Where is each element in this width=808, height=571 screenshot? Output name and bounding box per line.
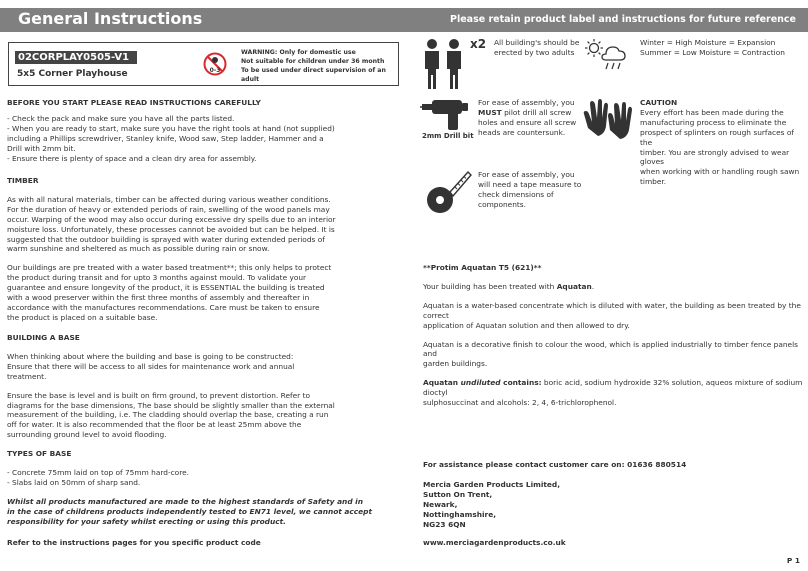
caution-heading: CAUTION — [640, 98, 678, 107]
drill-bit-label: 2mm Drill bit — [422, 132, 474, 140]
protim-heading: **Protim Aquatan T5 (621)** — [423, 263, 542, 272]
header-note: Please retain product label and instructions for future reference — [450, 14, 796, 25]
types-heading: TYPES OF BASE — [7, 449, 72, 458]
types-section: TYPES OF BASE - Concrete 75mm laid on top of 75mm hard-core. - Slabs laid on 50mm of sharp sand. — [7, 449, 405, 488]
drill-instructions: For ease of assembly, you MUST pilot drill all screw holes and ensure all screw heads are countersunk. — [478, 98, 577, 137]
before-section: BEFORE YOU START PLEASE READ INSTRUCTIONS CAREFULLY - Check the pack and make sure you have all the parts listed. - When you are ready to start, make sure you have the right tools at hand (not supplied) including a Phillips screwdriver, Stanley knife, Wood saw, Step ladder, Hammer and a Drill with 2mm bit. - Ensure there is plenty of space and a clean dry area for assembly. — [7, 98, 405, 163]
page-title: General Instructions — [18, 9, 203, 28]
tape-measure-icon — [420, 168, 472, 216]
caution-block: CAUTION Every effort has been made during the manufacturing process to eliminate the prospect of splinters on rough surfaces of the timber. You are strongly advised to wear gloves when working with or handling rough sawn timber. — [640, 98, 805, 187]
tape-instructions: For ease of assembly, you will need a tape measure to check dimensions of components. — [478, 170, 582, 209]
product-code: 02CORPLAY0505-V1 — [15, 51, 137, 64]
people-count: x2 — [470, 37, 487, 51]
age-warning-icon — [203, 52, 227, 76]
page-number: P 1 — [786, 556, 800, 565]
base-heading: BUILDING A BASE — [7, 333, 80, 342]
customer-care: For assistance please contact customer care on: 01636 880514 — [423, 460, 687, 469]
product-name: 5x5 Corner Playhouse — [17, 69, 128, 79]
product-label-box — [8, 42, 399, 86]
protim-section: **Protim Aquatan T5 (621)** Your building has been treated with Aquatan. Aquatan is a water-based concentrate which is diluted with water, the building as been treated by the correct application of Aquatan solution and then allowed to dry. Aquatan is a decorative finish to colour the wood, which is applied industrially to timber fence panels and garden buildings. Aquatan undiluted contains: boric acid, sodium hydroxide 32% solution, aqueos mixture of sodium dioctyl sulphosuccinat and alcohols: 2, 4, 6-trichlorophenol. — [423, 263, 803, 408]
refer-note: Refer to the instructions pages for you specific product code — [7, 538, 261, 547]
safety-disclaimer: Whilst all products manufactured are made to the highest standards of Safety and in in the case of childrens products independently tested to EN71 level, we cannot accept responsibility for your safety whilst erecting or using this product. — [7, 497, 372, 526]
two-people-icon — [420, 38, 468, 90]
website-link[interactable]: www.merciagardenproducts.co.uk — [423, 538, 566, 547]
drill-icon — [420, 98, 472, 132]
weather-icon — [584, 38, 634, 72]
product-warning: WARNING: Only for domestic use Not suitable for children under 36 month To be used under direct supervision of an adult — [241, 49, 386, 83]
age-warning-text: 0-3 — [209, 67, 221, 74]
timber-section: TIMBER As with all natural materials, timber can be affected during various weather conditions. For the duration of heavy or extended periods of rain, swelling of the wood panels may occur. Warping of the wood may also occur during excessive dry spells due to an interior moisture loss. Unfortunately, these processes cannot be avoided but can be helped. It is suggested that the outdoor building is sprayed with water during extended periods of warm sunshine and sheltered as much as possible during rain or snow. Our buildings are pre treated with a water based treatment**; this only helps to protect the product during transit and for upto 3 months against mould. To validate your guarantee and ensure longevity of the product, it is ESSENTIAL the building is treated with a wood preserver within the first three months of assembly and thereafter in accordance with the manufactures recommendations. Care must be taken to ensure the product is placed on a suitable base. — [7, 176, 405, 323]
weather-text: Winter = High Moisture = Expansion Summer = Low Moisture = Contraction — [640, 38, 785, 57]
before-heading: BEFORE YOU START PLEASE READ INSTRUCTIONS CAREFULLY — [7, 98, 261, 107]
gloves-icon — [582, 98, 634, 142]
timber-heading: TIMBER — [7, 176, 39, 185]
two-adults-text: All building's should be erected by two adults — [494, 38, 580, 57]
company-address: Mercia Garden Products Limited, Sutton On Trent, Newark, Nottinghamshire, NG23 6QN — [423, 480, 561, 529]
header-bar — [0, 8, 808, 32]
base-section: BUILDING A BASE When thinking about where the building and base is going to be constructed: Ensure that there will be access to all sides for maintenance work and annual treatment. Ensure the base is level and is built on firm ground, to prevent distortion. Refer to diagrams for the base dimensions, The base should be slightly smaller than the external measurement of the building, i.e. The cladding should overlap the base, creating a run off for water. It is also recommended that the floor be at least 25mm above the surrounding ground level to avoid flooding. — [7, 333, 405, 440]
